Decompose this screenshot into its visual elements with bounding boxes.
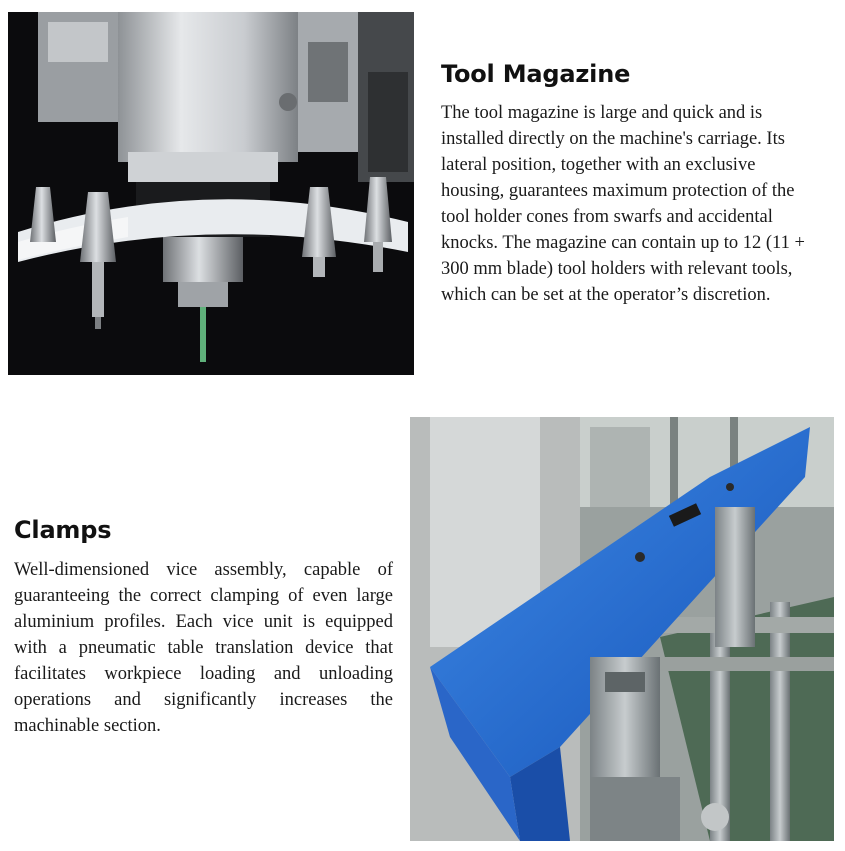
clamps-photo bbox=[410, 417, 834, 841]
clamps-description: Well-dimensioned vice assembly, capable of guaranteeing the correct clamping of even large aluminium profiles. Each vice unit is equipped with a pneumatic table translation device that facilitates workpiece loading and unloading operations and significantly increases the machinable section. bbox=[14, 560, 393, 736]
tool-magazine-photo bbox=[8, 12, 414, 375]
tool-magazine-description: The tool magazine is large and quick and is installed directly on the machine's carriage. Its lateral position, together with an exclusive housing, guarantees maximum protection of the tool holder cones from swarfs and accidental knocks. The magazine can contain up to 12 (11 + 300 mm blade) tool holders with relevant tools, which can be set at the operator’s discretion. bbox=[441, 103, 805, 305]
tool-magazine-heading: Tool Magazine bbox=[441, 60, 631, 88]
clamps-heading: Clamps bbox=[14, 516, 112, 544]
